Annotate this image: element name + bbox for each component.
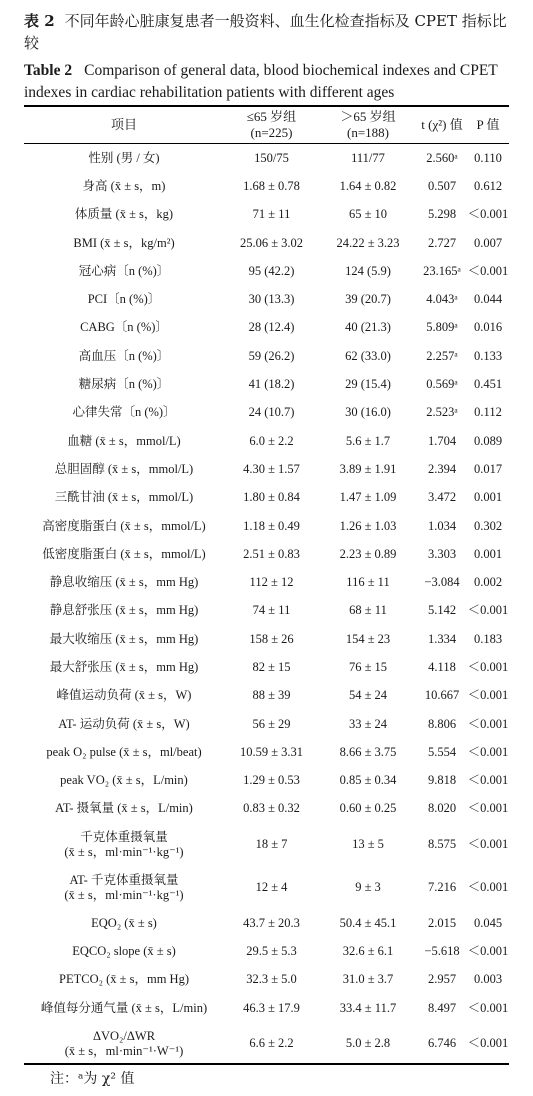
row-p-value: 0.001 [473,546,503,561]
table-row [24,229,509,257]
row-group1-value: 41 (18.2) [248,377,295,392]
row-group1-value: 32.3 ± 5.0 [246,972,297,987]
table-row [24,994,509,1022]
row-p-value: ＜0.001 [467,603,509,618]
table-row [24,738,509,766]
row-p-value: ＜0.001 [467,688,509,703]
table-row [24,512,509,540]
row-stat-value: 5.809ᵃ [426,320,458,335]
row-p-value: ＜0.001 [467,716,509,731]
row-group2-value: 62 (33.0) [345,348,391,363]
table-row [24,653,509,681]
row-stat-value: 2.523ᵃ [426,405,458,420]
table-row [24,144,509,172]
row-group1-value: 10.59 ± 3.31 [239,744,304,759]
bottom-rule [24,1063,509,1065]
header-group1-n: (n=225) [250,125,293,140]
row-stat-value: 2.957 [427,972,457,987]
row-group1-value: 28 (12.4) [248,320,295,335]
table-row [24,909,509,937]
row-item: 静息收缩压 (x̄ ± s，mm Hg) [49,575,199,590]
row-p-value: ＜0.001 [467,801,509,816]
row-item: 身高 (x̄ ± s，m) [82,178,166,193]
table-title-cn-text: 不同年龄心脏康复患者一般资料、血生化检查指标及 CPET 指标比较 [24,12,507,52]
row-group2-value: 1.47 ± 1.09 [339,490,397,505]
row-p-value: 0.183 [473,631,503,646]
table-row [24,568,509,596]
row-stat-value: 2.560ᵃ [426,150,458,165]
row-item: 最大舒张压 (x̄ ± s，mm Hg) [49,659,199,674]
header-group2 [319,109,417,141]
row-group2-value: 8.66 ± 3.75 [339,744,397,759]
row-stat-value: 2.257ᵃ [426,348,458,363]
row-group1-value: 88 ± 39 [252,688,291,703]
row-group1-value: 1.29 ± 0.53 [243,773,300,788]
row-item [24,866,224,909]
row-group2-value: 29 (15.4) [345,377,391,392]
table-row [24,484,509,512]
row-p-value: ＜0.001 [467,1036,509,1051]
row-p-value: 0.089 [473,433,503,448]
table-row [24,427,509,455]
row-p-value: ＜0.001 [467,1000,509,1015]
row-stat-value: 2.394 [427,461,457,476]
table-row [24,597,509,625]
row-group2-value: 2.23 ± 0.89 [339,546,397,561]
row-item: 血糖 (x̄ ± s，mmol/L) [67,433,181,448]
row-stat-value: 5.142 [427,603,457,618]
row-item: CABG〔n (%)〕 [80,320,168,335]
row-p-value: ＜0.001 [467,944,509,959]
row-p-value: 0.451 [473,377,503,392]
table-row [24,795,509,823]
row-stat-value: 10.667 [424,688,460,703]
row-item: 心律失常〔n (%)〕 [72,405,176,420]
row-group2-value: 1.64 ± 0.82 [339,178,397,193]
row-stat-value: 8.497 [427,1000,457,1015]
row-p-value: 0.002 [473,575,503,590]
row-group1-value: 25.06 ± 3.02 [239,235,304,250]
row-stat-value: 8.575 [427,837,457,852]
row-item: 性别 (男 / 女) [88,150,160,165]
row-p-value: 0.007 [473,235,503,250]
table-row [24,455,509,483]
row-group2-value: 65 ± 10 [348,207,388,222]
row-item-line1: ΔVO₂/ΔWR [92,1028,156,1043]
row-item: 高血压〔n (%)〕 [78,348,170,363]
row-item-line2: (x̄ ± s，ml·min⁻¹·W⁻¹) [64,1043,184,1058]
row-group1-value: 0.83 ± 0.32 [243,801,300,816]
row-item: 糖尿病〔n (%)〕 [78,377,170,392]
row-group1-value: 74 ± 11 [252,603,291,618]
row-group1-value: 29.5 ± 5.3 [246,944,297,959]
table-row [24,710,509,738]
row-p-value: ＜0.001 [467,659,509,674]
header-item: 项目 [110,117,137,132]
row-stat-value: 2.015 [427,915,457,930]
row-group1-value: 158 ± 26 [249,631,294,646]
row-p-value: 0.133 [473,348,503,363]
row-item: EQCO₂ slope (x̄ ± s) [72,944,176,959]
table-row [24,625,509,653]
row-group1-value: 30 (13.3) [248,292,295,307]
row-group1-value: 2.51 ± 0.83 [243,546,300,561]
row-item [24,1022,224,1065]
row-group2-value: 116 ± 11 [346,575,390,590]
table-row [24,540,509,568]
row-group1-value: 59 (26.2) [248,348,295,363]
row-item: 总胆固醇 (x̄ ± s，mmol/L) [54,461,194,476]
row-group1-value: 1.68 ± 0.78 [243,178,300,193]
row-item: PETCO₂ (x̄ ± s，mm Hg) [59,972,189,987]
row-group1-value: 4.30 ± 1.57 [243,461,300,476]
row-group1-value: 12 ± 4 [255,880,288,895]
row-group2-value: 33 ± 24 [348,716,388,731]
row-item: PCI〔n (%)〕 [87,292,161,307]
row-stat-value: 2.727 [427,235,457,250]
row-item: 体质量 (x̄ ± s，kg) [74,207,174,222]
row-item: 峰值每分通气量 (x̄ ± s，L/min) [40,1000,208,1015]
row-stat-value: 7.216 [427,880,457,895]
row-group1-value: 56 ± 29 [252,716,291,731]
header-group2-n: (n=188) [347,125,389,140]
row-group2-value: 9 ± 3 [355,880,381,895]
row-p-value: 0.016 [473,320,503,335]
row-p-value: ＜0.001 [467,207,509,222]
table-row [24,767,509,795]
row-p-value: ＜0.001 [467,880,509,895]
row-group2-value: 13 ± 5 [352,837,384,852]
row-group2-value: 33.4 ± 11.7 [339,1000,397,1015]
row-group1-value: 1.80 ± 0.84 [243,490,300,505]
row-p-value: ＜0.001 [467,263,509,278]
row-group1-value: 18 ± 7 [255,837,288,852]
row-item: AT- 摄氧量 (x̄ ± s，L/min) [55,801,193,816]
table-row [24,823,509,866]
table-title-en-text: Comparison of general data, blood biochemical indexes and CPET indexes in cardiac rehabilitation patients with different ages [24,62,498,101]
row-group1-value: 150/75 [254,150,289,165]
top-rule [24,105,509,107]
table-row [24,682,509,710]
table-row [24,966,509,994]
row-item [24,823,224,866]
table-row [24,201,509,229]
row-group2-value: 5.0 ± 2.8 [345,1036,391,1051]
row-group2-value: 154 ± 23 [345,631,391,646]
table-title-en [24,60,524,104]
table-row [24,1022,509,1065]
row-group1-value: 1.18 ± 0.49 [243,518,300,533]
row-item: 最大收缩压 (x̄ ± s，mm Hg) [49,631,199,646]
table-row [24,399,509,427]
row-stat-value: 4.118 [428,659,456,674]
row-group1-value: 71 ± 11 [252,207,291,222]
table-row [24,285,509,313]
row-group2-value: 0.60 ± 0.25 [339,801,397,816]
row-item-line1: 千克体重摄氧量 [80,829,168,844]
row-group1-value: 95 (42.2) [248,263,295,278]
row-p-value: 0.612 [473,178,503,193]
row-group2-value: 31.0 ± 3.7 [342,972,394,987]
row-p-value: 0.003 [473,972,503,987]
row-item-line2: (x̄ ± s，ml·min⁻¹·kg⁻¹) [64,844,184,859]
row-item: EQO₂ (x̄ ± s) [91,915,157,930]
row-item: AT- 运动负荷 (x̄ ± s，W) [58,716,190,731]
row-group1-value: 6.6 ± 2.2 [249,1036,294,1051]
row-group1-value: 82 ± 15 [252,659,291,674]
row-p-value: 0.112 [474,405,502,420]
row-group1-value: 112 ± 12 [249,575,294,590]
row-item: BMI (x̄ ± s，kg/m²) [73,235,175,250]
row-item-line2: (x̄ ± s，ml·min⁻¹·kg⁻¹) [64,887,184,902]
table-row [24,172,509,200]
row-group2-value: 24.22 ± 3.23 [336,235,400,250]
row-p-value: ＜0.001 [467,837,509,852]
row-group2-value: 1.26 ± 1.03 [339,518,397,533]
table-label-en: Table 2 [24,62,73,79]
header-p: P 值 [476,117,500,132]
table-label-cn: 表 2 [24,12,55,30]
row-group2-value: 3.89 ± 1.91 [339,461,397,476]
table-row [24,314,509,342]
row-group1-value: 43.7 ± 20.3 [243,915,300,930]
row-stat-value: −5.618 [424,944,460,959]
row-p-value: 0.045 [473,915,503,930]
header-stat: t (χ²) 值 [421,117,463,132]
row-p-value: ＜0.001 [467,773,509,788]
row-p-value: 0.017 [473,461,503,476]
row-group1-value: 46.3 ± 17.9 [243,1000,300,1015]
table-row [24,257,509,285]
row-stat-value: 6.746 [427,1036,457,1051]
table-row [24,866,509,909]
row-item: 低密度脂蛋白 (x̄ ± s，mmol/L) [42,546,206,561]
row-stat-value: 8.020 [427,801,457,816]
row-stat-value: 0.507 [427,178,457,193]
row-p-value: 0.110 [474,150,502,165]
row-group2-value: 68 ± 11 [349,603,387,618]
row-p-value: 0.001 [473,490,503,505]
row-item: 冠心病〔n (%)〕 [78,263,170,278]
table-row [24,937,509,965]
row-stat-value: 4.043ᵃ [426,292,458,307]
row-stat-value: 1.704 [427,433,457,448]
table-body [24,144,509,1065]
row-group2-value: 0.85 ± 0.34 [339,773,397,788]
row-stat-value: 1.334 [427,631,457,646]
table-header [24,109,509,143]
row-stat-value: 5.298 [427,207,457,222]
row-group2-value: 32.6 ± 6.1 [342,944,394,959]
row-item-line1: AT- 千克体重摄氧量 [69,872,179,887]
row-stat-value: 1.034 [427,518,457,533]
row-group2-value: 30 (16.0) [345,405,391,420]
row-group2-value: 76 ± 15 [348,659,388,674]
row-p-value: 0.302 [473,518,503,533]
row-group2-value: 5.6 ± 1.7 [345,433,391,448]
row-group2-value: 124 (5.9) [345,263,391,278]
row-stat-value: 0.569ᵃ [426,377,458,392]
table-row [24,370,509,398]
row-stat-value: 9.818 [427,773,457,788]
row-group2-value: 39 (20.7) [345,292,391,307]
row-item: 峰值运动负荷 (x̄ ± s，W) [56,688,192,703]
row-group2-value: 111/77 [351,150,385,165]
row-item: 三酰甘油 (x̄ ± s，mmol/L) [54,490,194,505]
row-group2-value: 54 ± 24 [348,688,388,703]
row-stat-value: 8.806 [427,716,457,731]
row-item: 高密度脂蛋白 (x̄ ± s，mmol/L) [42,518,206,533]
row-group1-value: 24 (10.7) [248,405,295,420]
row-stat-value: 5.554 [427,744,457,759]
row-group2-value: 50.4 ± 45.1 [339,915,397,930]
row-p-value: 0.044 [473,292,503,307]
table-title-cn [24,10,520,54]
row-group2-value: 40 (21.3) [345,320,391,335]
row-item: peak O₂ pulse (x̄ ± s，ml/beat) [46,744,202,759]
row-stat-value: 23.165ᵃ [423,263,461,278]
header-group2-label: ＞65 岁组 [340,109,396,124]
row-p-value: ＜0.001 [467,744,509,759]
row-stat-value: 3.303 [427,546,457,561]
row-item: peak VO₂ (x̄ ± s，L/min) [60,773,188,788]
header-group1-label: ≤65 岁组 [246,109,297,124]
table-row [24,342,509,370]
header-group1 [224,109,319,141]
row-stat-value: −3.084 [424,575,460,590]
row-group1-value: 6.0 ± 2.2 [249,433,294,448]
table-note: 注：ᵃ为 χ² 值 [50,1071,135,1087]
row-item: 静息舒张压 (x̄ ± s，mm Hg) [49,603,199,618]
row-stat-value: 3.472 [427,490,457,505]
